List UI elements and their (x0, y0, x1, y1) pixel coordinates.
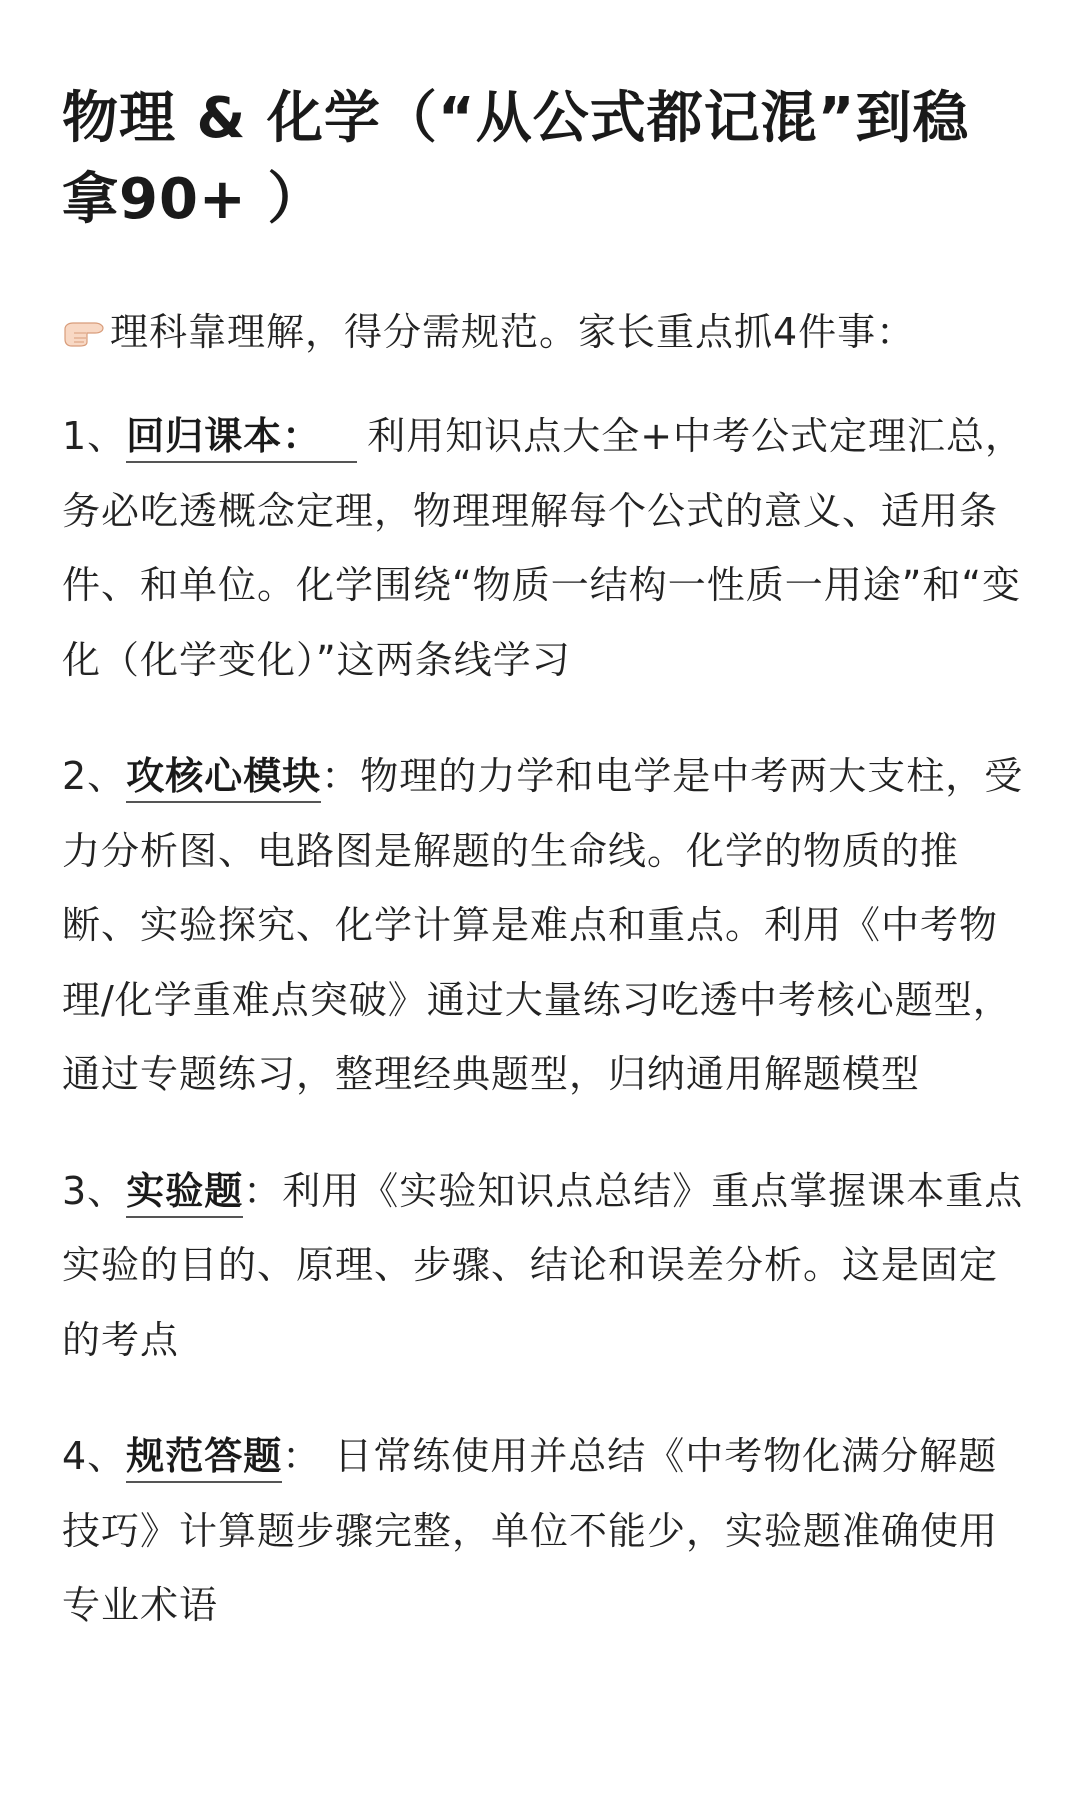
intro-text: 理科靠理解，得分需规范。家长重点抓4件事： (110, 310, 916, 354)
page-title: 物理 & 化学（“从公式都记混”到稳拿90+ ） (62, 86, 970, 232)
intro-line (62, 307, 1032, 357)
pointing-right-hand-icon (62, 309, 108, 337)
item-body: ：物理的力学和电学是中考两大支柱，受力分析图、电路图是解题的生命线。化学的物质的推断、实验探究、化学计算是难点和重点。利用《中考物理/化学重难点突破》通过大量练习吃透中考核心题型，通过专题练习，整理经典题型，归纳通用解题模型 (62, 754, 1024, 1096)
item-number: 1、 (62, 414, 127, 458)
item-heading: 攻核心模块 (126, 754, 321, 803)
list-item-2 (62, 739, 1032, 1112)
item-number: 4、 (62, 1434, 127, 1478)
item-body: ： 日常练使用并总结《中考物化满分解题技巧》计算题步骤完整，单位不能少，实验题准确使用专业术语 (62, 1434, 999, 1627)
list-item-4 (62, 1419, 1032, 1643)
item-heading: 实验题 (126, 1169, 243, 1218)
item-body: ：利用《实验知识点总结》重点掌握课本重点实验的目的、原理、步骤、结论和误差分析。这是固定的考点 (62, 1168, 1024, 1362)
item-heading: 规范答题 (126, 1434, 282, 1483)
item-heading: 回归课本： (126, 414, 357, 463)
list-item-3 (62, 1154, 1032, 1378)
item-body: 利用知识点大全+中考公式定理汇总，务必吃透概念定理，物理理解每个公式的意义、适用条件、和单位。化学围绕“物质一结构一性质一用途”和“变化（化学变化）”这两条线学习 (62, 414, 1025, 682)
item-number: 3、 (62, 1168, 127, 1213)
list-item-1 (62, 399, 1032, 697)
item-number: 2、 (62, 754, 127, 798)
